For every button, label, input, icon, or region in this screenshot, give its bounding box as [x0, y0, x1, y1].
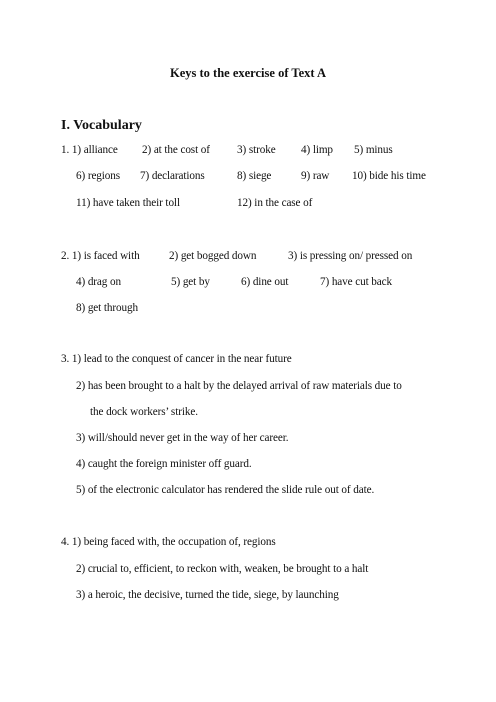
exercise-3-line-4: 3) will/should never get in the way of her career.: [76, 432, 289, 444]
exercise-3-line-6: 5) of the electronic calculator has rendered the slide rule out of date.: [76, 484, 375, 496]
exercise-4-line-3: 3) a heroic, the decisive, turned the tide, siege, by launching: [76, 589, 339, 601]
answer: 5) minus: [354, 144, 393, 156]
answer: 11) have taken their toll: [76, 197, 180, 209]
page-title: Keys to the exercise of Text A: [170, 66, 326, 80]
answer: 3) is pressing on/ pressed on: [288, 250, 413, 262]
section-heading: I. Vocabulary: [61, 118, 142, 133]
answer: 7) declarations: [140, 170, 205, 182]
answer: 1. 1) alliance: [61, 144, 118, 156]
exercise-3-line-2: 2) has been brought to a halt by the delayed arrival of raw materials due to: [76, 380, 402, 392]
exercise-3-line-1: 3. 1) lead to the conquest of cancer in the near future: [61, 353, 292, 365]
answer: 4) limp: [301, 144, 333, 156]
answer: 6) dine out: [241, 276, 289, 288]
exercise-4-line-1: 4. 1) being faced with, the occupation of, regions: [61, 536, 276, 548]
answer: 2) at the cost of: [142, 144, 210, 156]
answer: 3) stroke: [237, 144, 276, 156]
answer: 7) have cut back: [320, 276, 393, 288]
exercise-3-line-5: 4) caught the foreign minister off guard.: [76, 458, 252, 470]
answer: 5) get by: [171, 276, 210, 288]
answer: 4) drag on: [76, 276, 121, 288]
exercise-4-line-2: 2) crucial to, efficient, to reckon with, weaken, be brought to a halt: [76, 563, 369, 575]
answer: 2) get bogged down: [169, 250, 257, 262]
answer: 12) in the case of: [237, 197, 313, 209]
answer: 2. 1) is faced with: [61, 250, 140, 262]
exercise-3-line-3: the dock workers’ strike.: [90, 406, 198, 418]
answer: 6) regions: [76, 170, 121, 182]
answer: 8) get through: [76, 302, 138, 314]
answer: 10) bide his time: [352, 170, 426, 182]
answer: 8) siege: [237, 170, 272, 182]
answer: 9) raw: [301, 170, 330, 182]
